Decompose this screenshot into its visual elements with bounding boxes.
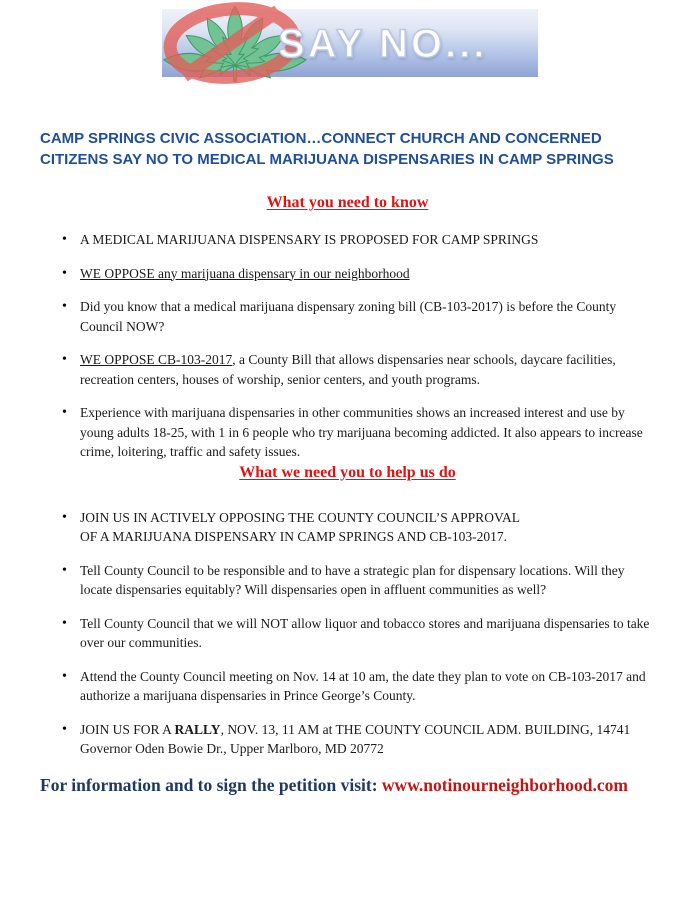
footer-label: For information and to sign the petition visit:: [40, 774, 382, 795]
text-run: WE OPPOSE any marijuana dispensary in our neighborhood: [80, 265, 410, 281]
petition-url: www.notinourneighborhood.com: [381, 774, 628, 795]
text-run: Tell County Council to be responsible and to have a strategic plan for dispensary locations. Will they locate dispensaries equitably? Will dispensaries open in affluent communities as well?: [80, 562, 625, 597]
page-title-line2: CITIZENS SAY NO TO MEDICAL MARIJUANA DISPENSARIES IN CAMP SPRINGS: [40, 151, 614, 168]
bullet-list: [62, 230, 660, 462]
text-run: JOIN US IN ACTIVELY OPPOSING THE COUNTY COUNCIL’S APPROVAL: [80, 509, 520, 525]
bullet-item: [80, 508, 660, 547]
banner-say-no-text: SAY NO...: [278, 22, 488, 66]
bullet-item: [80, 561, 660, 600]
bullet-item: [80, 230, 660, 250]
section-1: [0, 193, 695, 462]
text-run: OF A MARIJUANA DISPENSARY IN CAMP SPRINGS AND CB-103-2017.: [80, 529, 507, 544]
bullet-item: [80, 350, 660, 389]
text-run: Tell County Council that we will NOT allow liquor and tobacco stores and marijuana dispensaries to take over our communities.: [80, 615, 650, 650]
sections: [0, 193, 695, 759]
bullet-item: [80, 720, 660, 759]
section-title: What you need to know: [266, 194, 429, 211]
footer-petition-line: [40, 773, 695, 797]
text-run: A MEDICAL MARIJUANA DISPENSARY IS PROPOSED FOR CAMP SPRINGS: [80, 232, 539, 247]
text-run: Experience with marijuana dispensaries in other communities shows an increased interest and use by young adults 18-25, with 1 in 6 people who try marijuana becoming addicted. It also appears to increase crime, loitering, traffic and safety issues.: [80, 405, 643, 459]
page-title: [40, 128, 660, 170]
text-run: Did you know that a medical marijuana dispensary zoning bill (CB-103-2017) is before the County Council NOW?: [80, 299, 617, 334]
bullet-item: [80, 667, 660, 706]
text-run: RALLY: [174, 721, 221, 737]
text-run: , a County Bill that allows dispensaries near schools, daycare facilities, recreation centers, houses of worship, senior centers, and youth programs.: [80, 352, 616, 387]
text-run: JOIN US FOR A: [80, 721, 175, 737]
bullet-item: [80, 297, 660, 336]
section-title: What we need you to help us do: [239, 463, 456, 481]
section-2: [0, 463, 695, 759]
bullet-item: [80, 264, 660, 284]
text-run: , NOV. 13, 11 AM at THE COUNTY COUNCIL ADM. BUILDING, 14741 Governor Oden Bowie Dr., Upper Marlboro, MD 20772: [80, 721, 631, 756]
bullet-item: [80, 403, 660, 462]
bullet-item: [80, 614, 660, 653]
page-title-line1: CAMP SPRINGS CIVIC ASSOCIATION…CONNECT CHURCH AND CONCERNED: [40, 130, 602, 147]
text-run: Attend the County Council meeting on Nov. 14 at 10 am, the date they plan to vote on CB-103-2017 and authorize a marijuana dispensaries in Prince George’s County.: [80, 668, 646, 703]
bullet-list: [62, 508, 660, 759]
text-run: WE OPPOSE CB-103-2017: [80, 352, 233, 367]
